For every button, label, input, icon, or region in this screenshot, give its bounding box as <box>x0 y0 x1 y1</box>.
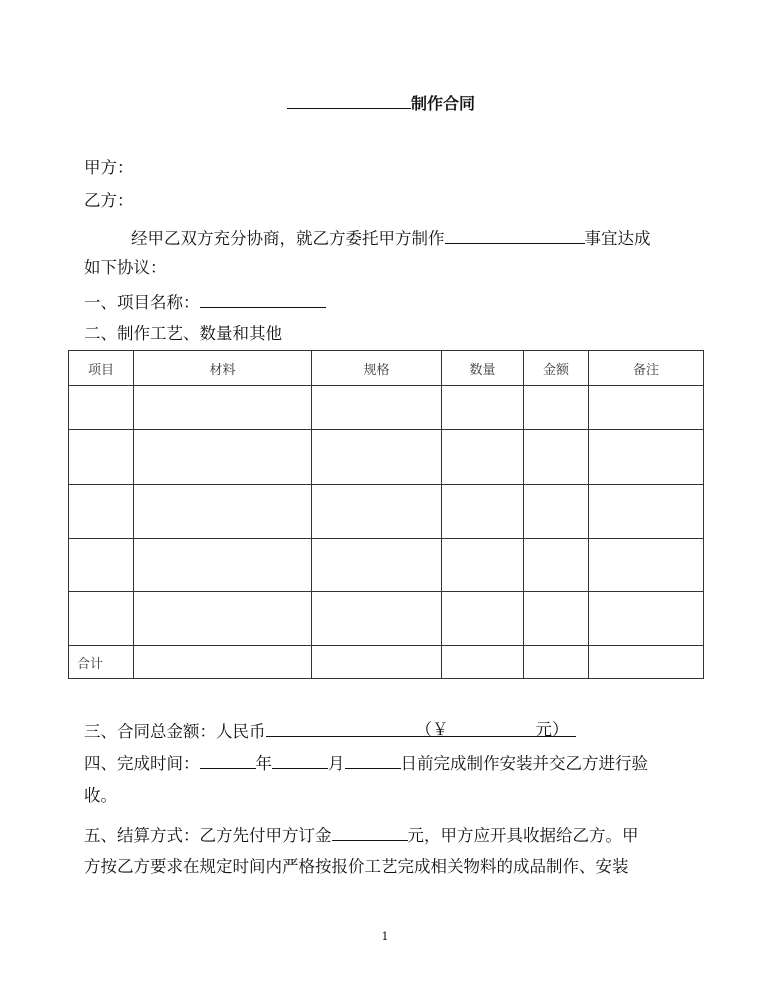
party-b-label: 乙方： <box>84 191 134 210</box>
amount-open-label: （￥ <box>415 720 449 739</box>
table-header-row <box>69 351 704 386</box>
table-cell[interactable] <box>589 592 704 646</box>
table-cell[interactable] <box>134 646 312 679</box>
amount-close-label: 元） <box>535 720 569 739</box>
section-completion-time: 四、完成时间： 年 月 日前完成制作安装并交乙方进行验 <box>84 754 648 773</box>
title-blank-line[interactable] <box>287 92 411 109</box>
intro-item-blank[interactable] <box>445 227 585 244</box>
table-cell[interactable] <box>69 485 134 539</box>
col-header-item: 项目 <box>69 351 134 386</box>
table-cell[interactable] <box>134 539 312 592</box>
table-cell[interactable] <box>589 386 704 430</box>
craft-table <box>68 350 704 679</box>
section-settlement: 五、结算方式：乙方先付甲方订金 元，甲方应开具收据给乙方。甲 <box>84 826 639 845</box>
day-blank[interactable] <box>345 752 401 769</box>
table-cell[interactable] <box>134 485 312 539</box>
table-row <box>69 539 704 592</box>
table-cell[interactable] <box>589 646 704 679</box>
intro-paragraph: 经甲乙双方充分协商，就乙方委托甲方制作 事宜达成 <box>131 229 651 248</box>
party-a-label: 甲方： <box>84 158 134 177</box>
section-settlement-line2: 方按乙方要求在规定时间内严格按报价工艺完成相关物料的成品制作、安装 <box>84 857 629 876</box>
table-cell[interactable] <box>524 485 589 539</box>
col-header-amount: 金额 <box>524 351 589 386</box>
table-cell[interactable] <box>69 386 134 430</box>
section-completion-line2: 收。 <box>84 786 117 805</box>
table-cell[interactable] <box>524 386 589 430</box>
table-row <box>69 430 704 485</box>
section-total-amount: 三、合同总金额：人民币 （￥ 元） <box>84 720 576 742</box>
table-cell[interactable] <box>442 592 524 646</box>
contract-title: 制作合同 <box>287 92 475 114</box>
table-row <box>69 485 704 539</box>
table-cell[interactable] <box>589 539 704 592</box>
table-cell[interactable] <box>134 386 312 430</box>
col-header-spec: 规格 <box>312 351 442 386</box>
table-cell[interactable] <box>312 592 442 646</box>
section-project-name: 一、项目名称： <box>84 291 326 313</box>
table-cell[interactable] <box>312 646 442 679</box>
table-cell[interactable] <box>589 485 704 539</box>
table-cell[interactable] <box>69 430 134 485</box>
total-amount-blank[interactable] <box>266 720 576 737</box>
deposit-blank[interactable] <box>332 824 408 841</box>
col-header-material: 材料 <box>134 351 312 386</box>
month-blank[interactable] <box>272 752 328 769</box>
table-cell[interactable] <box>524 430 589 485</box>
table-cell[interactable] <box>312 485 442 539</box>
table-row <box>69 386 704 430</box>
col-header-remark: 备注 <box>589 351 704 386</box>
table-cell[interactable] <box>69 539 134 592</box>
table-cell[interactable] <box>312 539 442 592</box>
intro-paragraph-line2: 如下协议： <box>84 258 167 277</box>
table-cell[interactable] <box>589 430 704 485</box>
table-cell[interactable] <box>442 646 524 679</box>
table-cell[interactable] <box>442 485 524 539</box>
table-cell[interactable] <box>442 430 524 485</box>
section-craft-heading: 二、制作工艺、数量和其他 <box>84 324 282 343</box>
table-cell[interactable] <box>134 430 312 485</box>
col-header-quantity: 数量 <box>442 351 524 386</box>
table-cell[interactable] <box>524 592 589 646</box>
project-name-blank[interactable] <box>200 291 326 308</box>
table-cell[interactable] <box>524 539 589 592</box>
table-row <box>69 592 704 646</box>
table-cell[interactable] <box>134 592 312 646</box>
year-blank[interactable] <box>200 752 256 769</box>
total-label: 合计 <box>69 646 134 679</box>
table-cell[interactable] <box>442 539 524 592</box>
page-number: 1 <box>381 930 389 943</box>
table-cell[interactable] <box>312 386 442 430</box>
table-cell[interactable] <box>69 592 134 646</box>
table-cell[interactable] <box>442 386 524 430</box>
table-cell[interactable] <box>524 646 589 679</box>
table-total-row <box>69 646 704 679</box>
table-cell[interactable] <box>312 430 442 485</box>
